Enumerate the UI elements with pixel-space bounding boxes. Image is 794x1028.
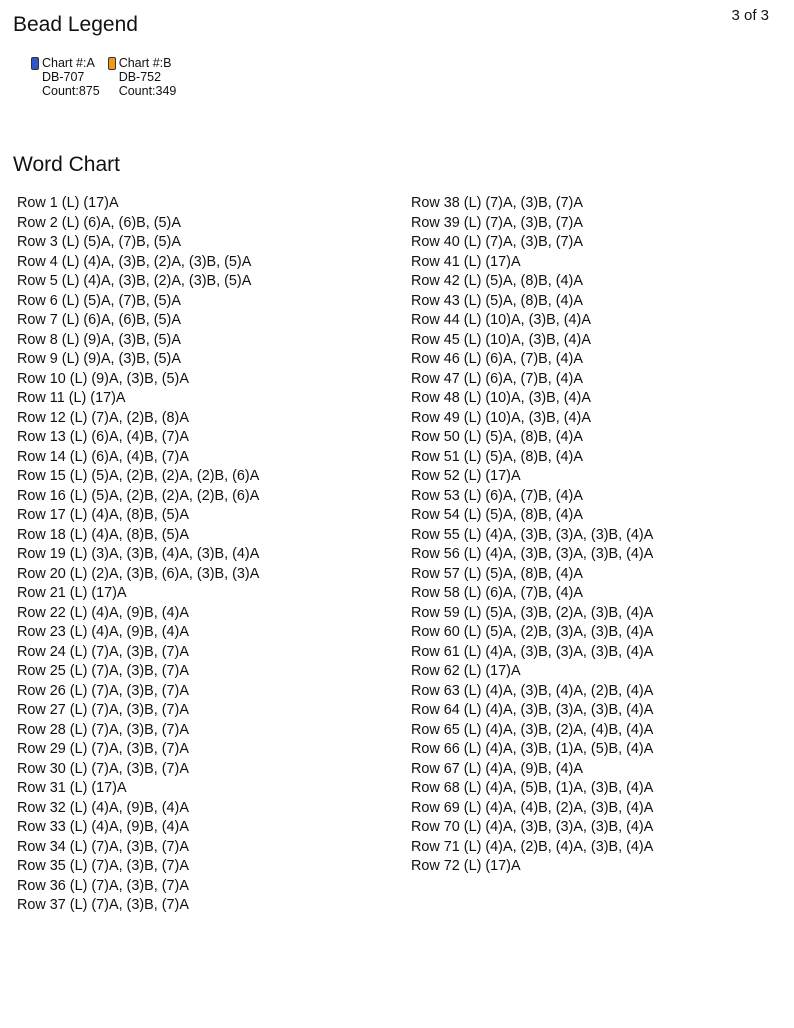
word-chart-row: Row 24 (L) (7)A, (3)B, (7)A — [17, 643, 189, 660]
word-chart-row: Row 4 (L) (4)A, (3)B, (2)A, (3)B, (5)A — [17, 253, 252, 270]
legend-chart-label: Chart #:A — [42, 56, 95, 70]
word-chart-row: Row 71 (L) (4)A, (2)B, (4)A, (3)B, (4)A — [411, 838, 654, 855]
word-chart-row: Row 38 (L) (7)A, (3)B, (7)A — [411, 195, 583, 211]
word-chart-row: Row 21 (L) (17)A — [17, 585, 127, 601]
word-chart-row: Row 56 (L) (4)A, (3)B, (3)A, (3)B, (4)A — [411, 546, 654, 562]
word-chart-row: Row 23 (L) (4)A, (9)B, (4)A — [17, 624, 189, 640]
word-chart-row: Row 34 (L) (7)A, (3)B, (7)A — [17, 838, 189, 855]
legend-bead-code: DB-707 — [42, 70, 85, 84]
legend-bead-count: Count:875 — [42, 84, 100, 98]
word-chart-row: Row 39 (L) (7)A, (3)B, (7)A — [411, 214, 583, 231]
word-chart-row: Row 43 (L) (5)A, (8)B, (4)A — [411, 292, 583, 309]
word-chart-row: Row 46 (L) (6)A, (7)B, (4)A — [411, 351, 583, 367]
word-chart-row: Row 36 (L) (7)A, (3)B, (7)A — [17, 877, 189, 894]
word-chart-row: Row 60 (L) (5)A, (2)B, (3)A, (3)B, (4)A — [411, 624, 654, 640]
word-chart-row: Row 16 (L) (5)A, (2)B, (2)A, (2)B, (6)A — [17, 487, 260, 504]
page-number: 3 of 3 — [731, 7, 769, 24]
word-chart-row: Row 6 (L) (5)A, (7)B, (5)A — [17, 292, 181, 309]
word-chart-row: Row 63 (L) (4)A, (3)B, (4)A, (2)B, (4)A — [411, 682, 654, 699]
word-chart-row: Row 49 (L) (10)A, (3)B, (4)A — [411, 409, 591, 426]
word-chart-row: Row 45 (L) (10)A, (3)B, (4)A — [411, 331, 591, 348]
legend-item-a — [31, 56, 100, 98]
bead-legend — [31, 56, 176, 98]
word-chart-title: Word Chart — [13, 153, 120, 176]
word-chart-row: Row 55 (L) (4)A, (3)B, (3)A, (3)B, (4)A — [411, 526, 654, 543]
word-chart-row: Row 67 (L) (4)A, (9)B, (4)A — [411, 760, 583, 777]
word-chart-row: Row 8 (L) (9)A, (3)B, (5)A — [17, 331, 181, 348]
word-chart-row: Row 26 (L) (7)A, (3)B, (7)A — [17, 682, 189, 699]
word-chart-row: Row 44 (L) (10)A, (3)B, (4)A — [411, 312, 591, 328]
word-chart-row: Row 5 (L) (4)A, (3)B, (2)A, (3)B, (5)A — [17, 273, 252, 289]
word-chart-row: Row 59 (L) (5)A, (3)B, (2)A, (3)B, (4)A — [411, 604, 654, 621]
bead-swatch-b — [108, 57, 116, 70]
word-chart-row: Row 31 (L) (17)A — [17, 780, 127, 796]
word-chart-row: Row 11 (L) (17)A — [17, 390, 126, 406]
word-chart-row: Row 19 (L) (3)A, (3)B, (4)A, (3)B, (4)A — [17, 546, 260, 562]
word-chart-right-column — [411, 194, 653, 877]
word-chart-row: Row 1 (L) (17)A — [17, 195, 119, 211]
word-chart-row: Row 69 (L) (4)A, (4)B, (2)A, (3)B, (4)A — [411, 799, 654, 816]
word-chart-row: Row 66 (L) (4)A, (3)B, (1)A, (5)B, (4)A — [411, 741, 654, 757]
word-chart-row: Row 30 (L) (7)A, (3)B, (7)A — [17, 760, 189, 777]
word-chart-row: Row 54 (L) (5)A, (8)B, (4)A — [411, 507, 583, 523]
word-chart-row: Row 50 (L) (5)A, (8)B, (4)A — [411, 429, 583, 445]
word-chart-row: Row 57 (L) (5)A, (8)B, (4)A — [411, 565, 583, 582]
word-chart-row: Row 33 (L) (4)A, (9)B, (4)A — [17, 819, 189, 835]
bead-swatch-a — [31, 57, 39, 70]
word-chart-row: Row 3 (L) (5)A, (7)B, (5)A — [17, 234, 181, 250]
word-chart-row: Row 35 (L) (7)A, (3)B, (7)A — [17, 858, 189, 874]
legend-chart-label: Chart #:B — [118, 56, 172, 70]
word-chart-row: Row 53 (L) (6)A, (7)B, (4)A — [411, 487, 583, 504]
word-chart-row: Row 27 (L) (7)A, (3)B, (7)A — [17, 702, 189, 718]
word-chart-row: Row 17 (L) (4)A, (8)B, (5)A — [17, 507, 189, 523]
word-chart-row: Row 7 (L) (6)A, (6)B, (5)A — [17, 312, 181, 328]
word-chart-row: Row 42 (L) (5)A, (8)B, (4)A — [411, 273, 583, 289]
word-chart-row: Row 12 (L) (7)A, (2)B, (8)A — [17, 409, 189, 426]
word-chart-row: Row 72 (L) (17)A — [411, 858, 521, 874]
word-chart-row: Row 37 (L) (7)A, (3)B, (7)A — [17, 897, 189, 913]
word-chart-row: Row 2 (L) (6)A, (6)B, (5)A — [17, 214, 181, 231]
word-chart-row: Row 70 (L) (4)A, (3)B, (3)A, (3)B, (4)A — [411, 819, 654, 835]
word-chart-row: Row 10 (L) (9)A, (3)B, (5)A — [17, 370, 189, 387]
word-chart-row: Row 47 (L) (6)A, (7)B, (4)A — [411, 370, 583, 387]
legend-text-a — [42, 56, 100, 98]
legend-bead-code: DB-752 — [118, 70, 162, 84]
word-chart-row: Row 25 (L) (7)A, (3)B, (7)A — [17, 663, 189, 679]
word-chart-row: Row 32 (L) (4)A, (9)B, (4)A — [17, 799, 189, 816]
word-chart-row: Row 28 (L) (7)A, (3)B, (7)A — [17, 721, 189, 738]
legend-item-b — [108, 56, 177, 98]
word-chart-row: Row 14 (L) (6)A, (4)B, (7)A — [17, 448, 189, 465]
word-chart-row: Row 52 (L) (17)A — [411, 468, 521, 484]
word-chart-left-column — [17, 194, 259, 916]
word-chart-row: Row 48 (L) (10)A, (3)B, (4)A — [411, 390, 591, 406]
word-chart-row: Row 18 (L) (4)A, (8)B, (5)A — [17, 526, 189, 543]
word-chart-row: Row 15 (L) (5)A, (2)B, (2)A, (2)B, (6)A — [17, 468, 260, 484]
word-chart-row: Row 40 (L) (7)A, (3)B, (7)A — [411, 234, 583, 250]
word-chart-row: Row 20 (L) (2)A, (3)B, (6)A, (3)B, (3)A — [17, 565, 260, 582]
word-chart-row: Row 62 (L) (17)A — [411, 663, 521, 679]
word-chart-row: Row 65 (L) (4)A, (3)B, (2)A, (4)B, (4)A — [411, 721, 654, 738]
word-chart-row: Row 64 (L) (4)A, (3)B, (3)A, (3)B, (4)A — [411, 702, 654, 718]
bead-legend-title: Bead Legend — [13, 13, 138, 36]
word-chart-row: Row 58 (L) (6)A, (7)B, (4)A — [411, 585, 583, 601]
word-chart-row: Row 13 (L) (6)A, (4)B, (7)A — [17, 429, 189, 445]
word-chart-row: Row 22 (L) (4)A, (9)B, (4)A — [17, 604, 189, 621]
legend-bead-count: Count:349 — [118, 84, 177, 98]
word-chart-row: Row 41 (L) (17)A — [411, 253, 521, 270]
word-chart-row: Row 51 (L) (5)A, (8)B, (4)A — [411, 448, 583, 465]
legend-text-b — [119, 56, 177, 98]
word-chart-row: Row 68 (L) (4)A, (5)B, (1)A, (3)B, (4)A — [411, 780, 654, 796]
word-chart-row: Row 61 (L) (4)A, (3)B, (3)A, (3)B, (4)A — [411, 643, 654, 660]
word-chart-row: Row 29 (L) (7)A, (3)B, (7)A — [17, 741, 189, 757]
word-chart-row: Row 9 (L) (9)A, (3)B, (5)A — [17, 351, 181, 367]
